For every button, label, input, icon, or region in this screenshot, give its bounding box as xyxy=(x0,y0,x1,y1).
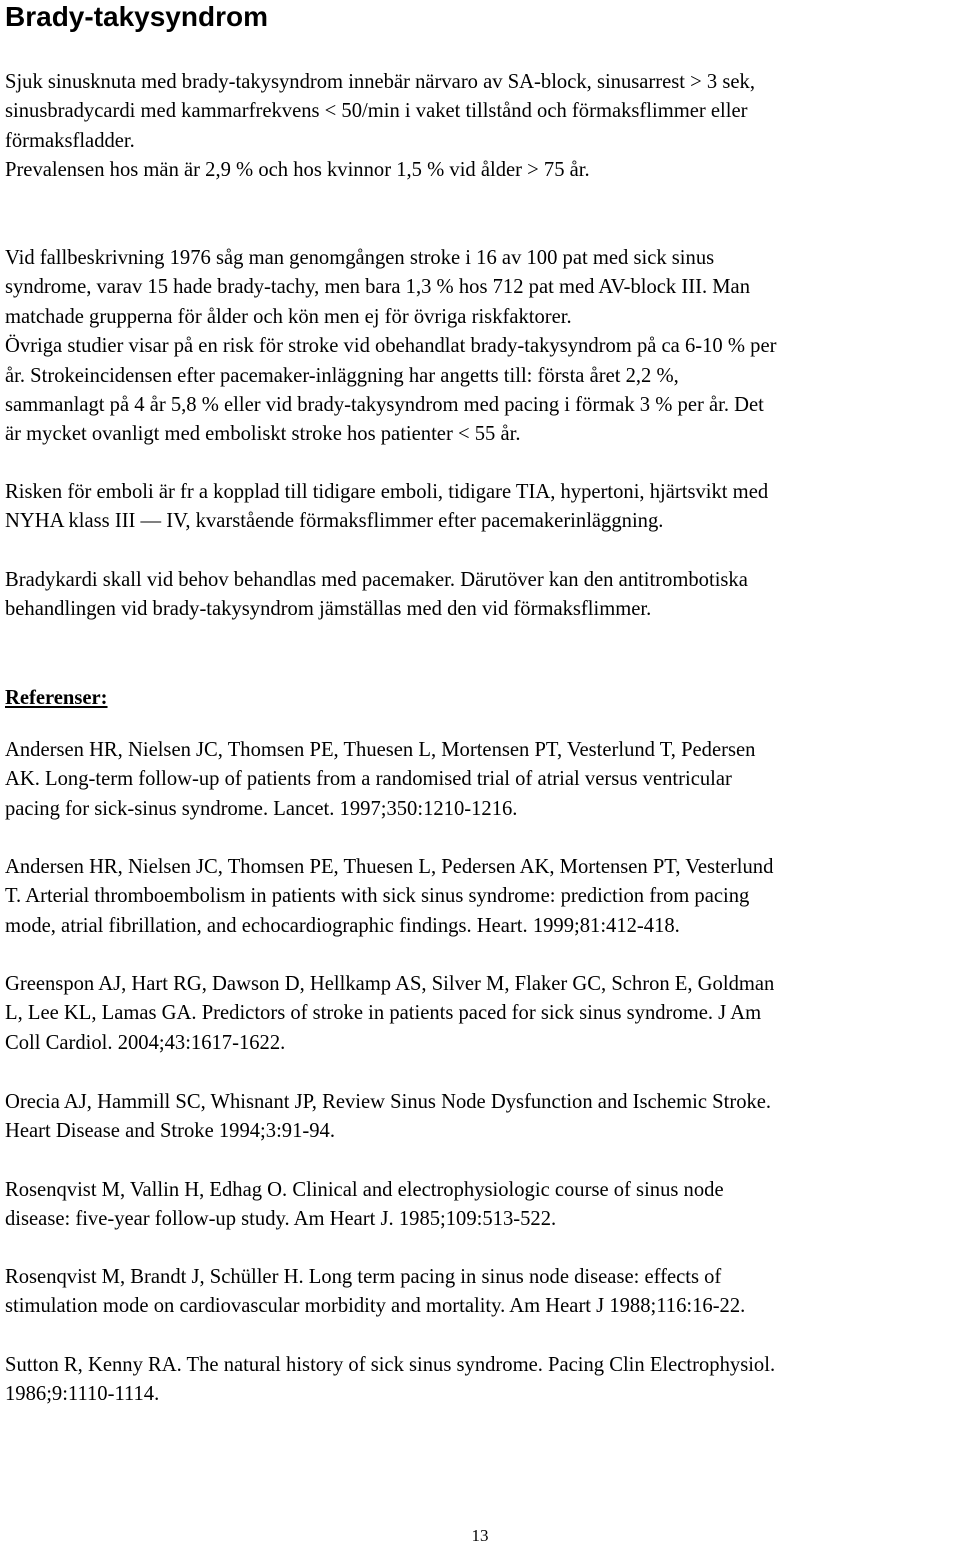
text-line: Risken för emboli är fr a kopplad till tidigare emboli, tidigare TIA, hypertoni, hjärtsvikt med xyxy=(5,481,769,503)
text-line: 1986;9:1110-1114. xyxy=(5,1383,160,1406)
text-line: Bradykardi skall vid behov behandlas med pacemaker. Därutöver kan den antitrombotiska xyxy=(5,569,748,591)
page-title: Brady-takysyndrom xyxy=(5,1,268,32)
text-line: Coll Cardiol. 2004;43:1617-1622. xyxy=(5,1031,286,1054)
body-paragraph xyxy=(5,566,748,625)
text-line: disease: five-year follow-up study. Am Heart J. 1985;109:513-522. xyxy=(5,1208,557,1231)
body-paragraph xyxy=(5,478,768,537)
body-paragraph xyxy=(5,68,755,156)
text-line: NYHA klass III — IV, kvarstående förmaksflimmer efter pacemakerinläggning. xyxy=(5,510,664,533)
body-paragraph xyxy=(5,156,590,185)
reference-entry xyxy=(5,1088,771,1147)
text-line: är mycket ovanligt med emboliskt stroke hos patienter < 55 år. xyxy=(5,423,521,446)
text-line: Andersen HR, Nielsen JC, Thomsen PE, Thuesen L, Pedersen AK, Mortensen PT, Vesterlund xyxy=(5,856,774,878)
text-line: Andersen HR, Nielsen JC, Thomsen PE, Thuesen L, Mortensen PT, Vesterlund T, Pedersen xyxy=(5,739,756,761)
text-line: pacing for sick-sinus syndrome. Lancet. 1997;350:1210-1216. xyxy=(5,797,518,820)
text-line: syndrome, varav 15 hade brady-tachy, men bara 1,3 % hos 712 pat med AV-block III. Man xyxy=(5,276,750,299)
text-line: Greenspon AJ, Hart RG, Dawson D, Hellkamp AS, Silver M, Flaker GC, Schron E, Goldman xyxy=(5,973,775,995)
text-line: Vid fallbeskrivning 1976 såg man genomgången stroke i 16 av 100 pat med sick sinus xyxy=(5,247,715,269)
text-line: år. Strokeincidensen efter pacemaker-inläggning har angetts till: första året 2,2 %, xyxy=(5,364,679,387)
text-line: T. Arterial thromboembolism in patients with sick sinus syndrome: prediction from pacing xyxy=(5,885,750,908)
text-line: mode, atrial fibrillation, and echocardiographic findings. Heart. 1999;81:412-418. xyxy=(5,914,680,937)
text-line: förmaksfladder. xyxy=(5,129,135,152)
text-line: Rosenqvist M, Brandt J, Schüller H. Long term pacing in sinus node disease: effects of xyxy=(5,1266,722,1288)
text-line: AK. Long-term follow-up of patients from a randomised trial of atrial versus ventricular xyxy=(5,768,732,791)
text-line: Heart Disease and Stroke 1994;3:91-94. xyxy=(5,1120,335,1143)
text-line: matchade grupperna för ålder och kön men ej för övriga riskfaktorer. xyxy=(5,305,572,328)
reference-entry xyxy=(5,1263,745,1322)
text-line: Övriga studier visar på en risk för stroke vid obehandlat brady-takysyndrom på ca 6-10 % per xyxy=(5,335,777,358)
text-line: Prevalensen hos män är 2,9 % och hos kvinnor 1,5 % vid ålder > 75 år. xyxy=(5,159,590,181)
reference-entry xyxy=(5,1176,724,1235)
page-number: 13 xyxy=(471,1526,489,1545)
body-paragraph xyxy=(5,244,776,450)
text-line: stimulation mode on cardiovascular morbidity and mortality. Am Heart J 1988;116:16-22. xyxy=(5,1295,746,1318)
text-line: sammanlagt på 4 år 5,8 % eller vid brady-takysyndrom med pacing i förmak 3 % per år. Det xyxy=(5,394,764,417)
text-line: L, Lee KL, Lamas GA. Predictors of stroke in patients paced for sick sinus syndrome. J Am xyxy=(5,1002,762,1025)
text-line: behandlingen vid brady-takysyndrom jämställas med den vid förmaksflimmer. xyxy=(5,598,652,621)
reference-entry xyxy=(5,1351,775,1410)
text-line: sinusbradycardi med kammarfrekvens < 50/min i vaket tillstånd och förmaksflimmer eller xyxy=(5,100,748,123)
text-line: Orecia AJ, Hammill SC, Whisnant JP, Review Sinus Node Dysfunction and Ischemic Stroke. xyxy=(5,1091,772,1113)
reference-entry xyxy=(5,736,755,824)
reference-entry xyxy=(5,853,773,941)
reference-entry xyxy=(5,970,774,1058)
document-page xyxy=(5,0,957,1406)
references-heading: Referenser: xyxy=(5,687,108,709)
text-line: Sutton R, Kenny RA. The natural history of sick sinus syndrome. Pacing Clin Electrophysiol. xyxy=(5,1354,776,1376)
text-line: Sjuk sinusknuta med brady-takysyndrom innebär närvaro av SA-block, sinusarrest > 3 sek, xyxy=(5,71,755,93)
text-line: Rosenqvist M, Vallin H, Edhag O. Clinical and electrophysiologic course of sinus node xyxy=(5,1179,724,1201)
